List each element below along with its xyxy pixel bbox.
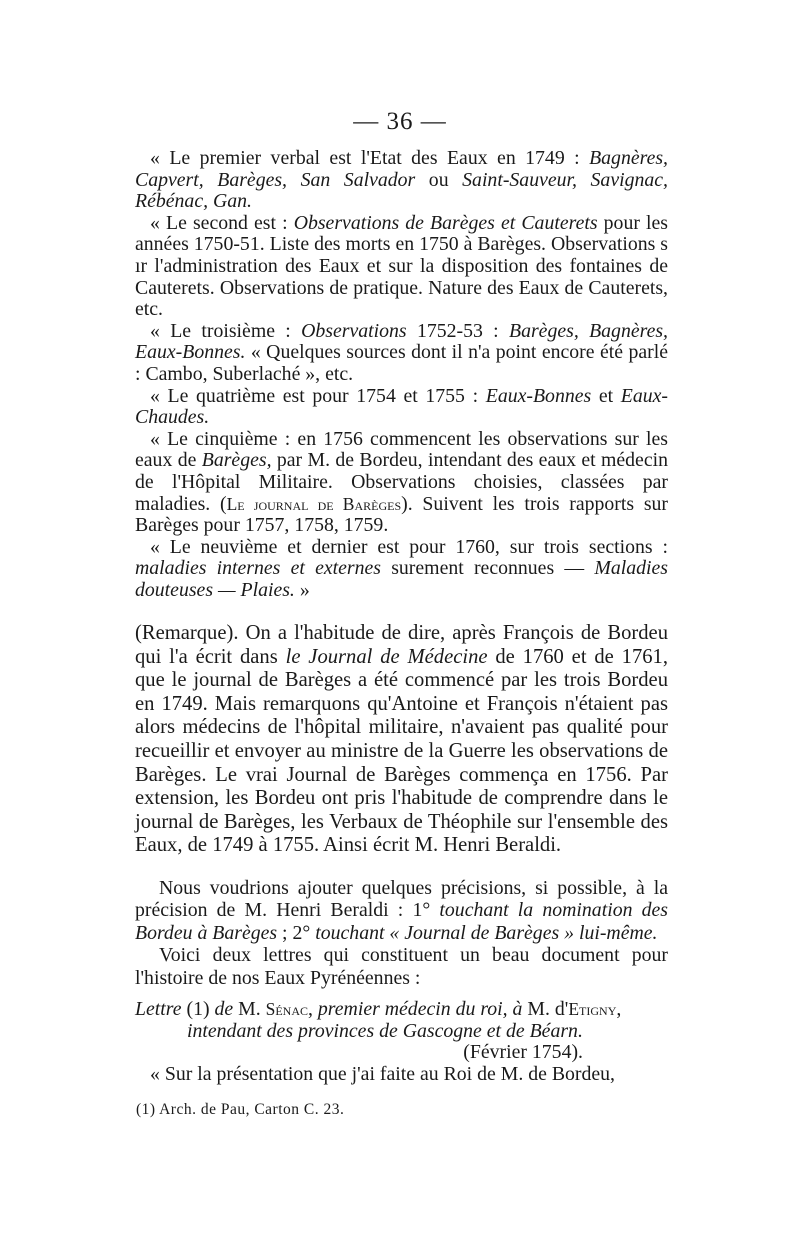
paragraph: Voici deux lettres qui constituent un beau document pour l'histoire de nos Eaux Pyrénéennes : xyxy=(135,944,668,989)
section-precisions xyxy=(135,877,668,989)
section-remarque xyxy=(135,622,668,858)
footnote: (1) Arch. de Pau, Carton C. 23. xyxy=(136,1101,345,1118)
paragraph: « Le troisième : Observations 1752-53 : Barèges, Bagnères, Eaux-Bonnes. « Quelques sources dont il n'a point encore été parlé : Cambo, Suberlaché », etc. xyxy=(135,319,669,385)
letter-body: « Sur la présentation que j'ai faite au Roi de M. de Bordeu, xyxy=(150,1062,616,1085)
paragraph: « Le premier verbal est l'Etat des Eaux en 1749 : Bagnères, Capvert, Barèges, San Salvador ou Saint-Sauveur, Savignac, Rébénac, Gan. xyxy=(135,147,668,213)
section-verbaux xyxy=(135,148,668,601)
paragraph: (Remarque). On a l'habitude de dire, après François de Bordeu qui l'a écrit dans le Journal de Médecine de 1760 et de 1761, que le journal de Barèges a été commencé par les trois Bordeu en 1749. Mais remarquons qu'Antoine et François n'étaient pas alors médecins de l'hôpital militaire, n'avaient pas qualité pour recueillir et envoyer au ministre de la Guerre les observations de Barèges. Le vrai Journal de Barèges commença en 1756. Par extension, les Bordeu ont pris l'habitude de comprendre dans le journal de Barèges, les Verbaux de Théophile sur l'ensemble des Eaux, de 1749 à 1755. Ainsi écrit M. Henri Beraldi. xyxy=(135,622,669,857)
paragraph: « Le second est : Observations de Barèges et Cauterets pour les années 1750-51. Liste des morts en 1750 à Barèges. Observations s ır l'administration des Eaux et sur la disposition des fontaines de Cauterets. Observations de pratique. Nature des Eaux de Cauterets, etc. xyxy=(135,211,669,321)
section-letter xyxy=(135,999,668,1085)
paragraph: « Le cinquième : en 1756 commencent les observations sur les eaux de Barèges, par M. de Bordeu, intendant des eaux et médecin de l'Hôpital Militaire. Observations choisies, classées par maladies. (Le journal de Barèges). Suivent les trois rapports sur Barèges pour 1757, 1758, 1759. xyxy=(135,427,669,537)
letter-heading: Lettre (1) de M. Sénac, premier médecin du roi, à M. d'Etigny, xyxy=(135,998,622,1020)
letter-date: (Février 1754). xyxy=(463,1041,583,1064)
page-number: — 36 — xyxy=(353,108,447,135)
letter-heading-line2: intendant des provinces de Gascogne et de Béarn. xyxy=(187,1019,583,1042)
paragraph: « Le quatrième est pour 1754 et 1755 : Eaux-Bonnes et Eaux-Chaudes. xyxy=(135,384,668,429)
paragraph: Nous voudrions ajouter quelques précisions, si possible, à la précision de M. Henri Beraldi : 1° touchant la nomination des Bordeu à Barèges ; 2° touchant « Journal de Barèges » lui-même. xyxy=(135,877,669,944)
paragraph: « Le neuvième et dernier est pour 1760, sur trois sections : maladies internes et externes surement reconnues — Maladies douteuses — Plaies. » xyxy=(135,535,668,601)
